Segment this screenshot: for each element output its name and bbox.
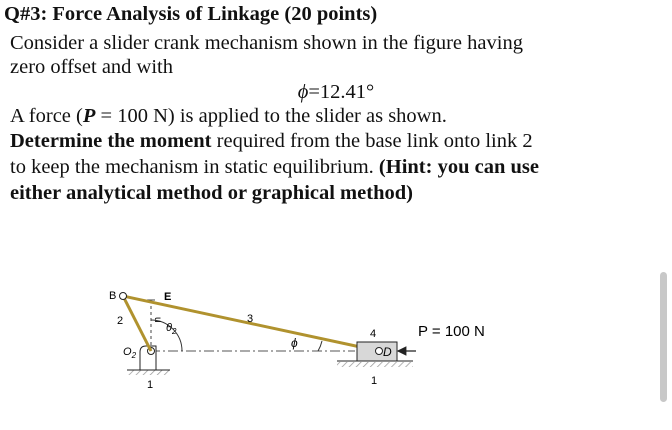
label-ground-right: 1 (371, 375, 378, 387)
force-symbol: P (82, 105, 96, 127)
phi-symbol: ϕ (297, 81, 309, 103)
question-line-5 (10, 155, 539, 179)
label-dimension: u (152, 317, 163, 323)
label-phi: ϕ (291, 336, 298, 350)
link-2 (123, 296, 151, 351)
phi-arc (318, 341, 322, 351)
phi-equation (0, 80, 672, 104)
joint-b (120, 293, 127, 300)
label-link-3: 3 (247, 313, 254, 325)
label-b: B (109, 290, 117, 302)
slider-crank-figure (0, 270, 672, 420)
question-line-4 (10, 129, 533, 153)
force-label: P = 100 N (418, 323, 485, 340)
label-o2: $O_2$ (123, 346, 137, 360)
line4-bold: Determine the moment (10, 130, 212, 152)
line6-bold: either analytical method or graphical method) (10, 182, 413, 204)
question-line-6 (10, 181, 413, 205)
ground-hatch-left (127, 370, 170, 375)
line3-pre: A force ( (10, 105, 83, 127)
label-e: E (164, 291, 172, 303)
joint-d (376, 348, 383, 355)
line5-pre: to keep the mechanism in static equilibrium. (10, 156, 379, 178)
label-theta: $\theta_2$ (166, 322, 177, 336)
question-line-3 (10, 104, 447, 128)
question-line-1: Consider a slider crank mechanism shown in the figure having (10, 32, 523, 54)
label-ground-left: 1 (147, 379, 154, 391)
ground-hatch-right (337, 362, 413, 367)
question-line-2: zero offset and with (10, 56, 173, 78)
label-link-4: 4 (370, 328, 377, 340)
label-d: D (383, 345, 392, 359)
label-link-2: 2 (117, 315, 124, 327)
line3-post: = 100 N) is applied to the slider as shown. (95, 105, 447, 127)
phi-value: =12.41° (308, 81, 375, 103)
scrollbar[interactable] (660, 272, 667, 402)
question-title: Q#3: Force Analysis of Linkage (20 points) (4, 3, 378, 25)
line4-rest: required from the base link onto link 2 (211, 130, 533, 152)
line5-bold: (Hint: you can use (378, 156, 539, 178)
